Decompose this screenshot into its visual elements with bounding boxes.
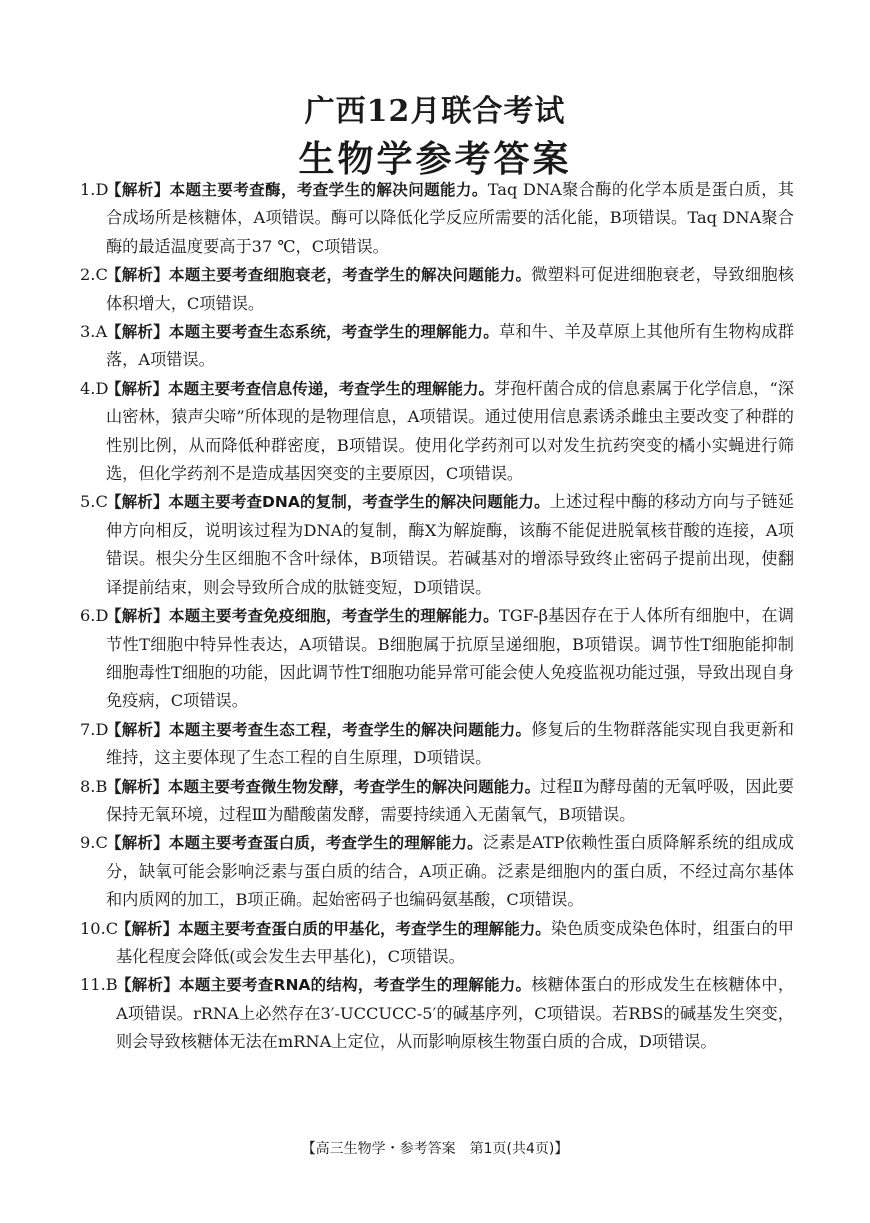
item-number: 10.C: [80, 918, 119, 938]
item-number: 11.B: [80, 975, 118, 995]
item-analysis-key: 【解析】本题主要考查细胞衰老，考查学生的解决问题能力。: [106, 266, 532, 285]
item-answer: C: [95, 492, 108, 512]
item-explanation: Taq DNA聚合酶的化学本质是蛋白质，其合成场所是核糖体，A项错误。酶可以降低化学反应所需要的活化能，B项错误。Taq DNA聚合酶的最适温度要高于37 ℃，C项错误。: [106, 180, 794, 256]
answer-item-9: [80, 829, 794, 914]
answer-list: [80, 176, 794, 1057]
item-number: 7.D: [80, 719, 109, 739]
item-answer: A: [95, 322, 108, 342]
item-explanation: 微塑料可促进细胞衰老，导致细胞核体积增大，C项错误。: [106, 265, 794, 313]
item-analysis-key: 【解析】本题主要考查微生物发酵，考查学生的解决问题能力。: [106, 777, 541, 796]
page-subtitle: 生物学参考答案: [298, 138, 572, 180]
item-number: 6.D: [80, 606, 109, 626]
item-analysis-key: 【解析】本题主要考查生态工程，考查学生的解决问题能力。: [106, 720, 532, 739]
item-answer: C: [105, 918, 119, 938]
item-analysis-key: 【解析】本题主要考查DNA的复制，考查学生的解决问题能力。: [106, 493, 550, 512]
answer-item-11: [80, 971, 794, 1056]
item-explanation: TGF-β基因存在于人体所有细胞中，在调节性T细胞中特异性表达，A项错误。B细胞属于抗原呈递细胞，B项错误。调节性T细胞能抑制细胞毒性T细胞的功能，因此调节性T细胞功能异常可能会使人免疫监视功能过强，导致出现自身免疫病，C项错误。: [106, 606, 794, 711]
item-number: 5.C: [80, 492, 108, 512]
item-answer: D: [95, 719, 109, 739]
item-number: 4.D: [80, 378, 109, 398]
answer-item-4: [80, 375, 794, 489]
item-answer: D: [95, 180, 109, 199]
item-number: 2.C: [80, 265, 108, 285]
item-answer: C: [95, 265, 108, 285]
item-explanation: 核糖体蛋白的形成发生在核糖体中，A项错误。rRNA上必然存在3′-UCCUCC-5′的碱基序列，C项错误。若RBS的碱基发生突变，则会导致核糖体无法在mRNA上定位，从而影响原核生物蛋白质的合成，D项错误。: [116, 975, 795, 1052]
answer-item-1: [80, 176, 794, 261]
item-analysis-key: 【解析】本题主要考查RNA的结构，考查学生的理解能力。: [116, 976, 532, 995]
item-number: 3.A: [80, 322, 108, 342]
item-explanation: 修复后的生物群落能实现自我更新和维持，这主要体现了生态工程的自生原理，D项错误。: [106, 719, 794, 768]
item-number: 9.C: [80, 833, 108, 853]
answer-item-2: [80, 261, 794, 318]
page-title: 广西12月联合考试: [304, 94, 566, 129]
item-analysis-key: 【解析】本题主要考查生态系统，考查学生的理解能力。: [106, 323, 499, 342]
answer-item-5: [80, 488, 794, 602]
item-number: 8.B: [80, 776, 108, 796]
item-analysis-key: 【解析】本题主要考查酶，考查学生的解决问题能力。: [106, 181, 488, 199]
item-analysis-key: 【解析】本题主要考查信息传递，考查学生的理解能力。: [106, 379, 494, 398]
answer-item-7: [80, 716, 794, 773]
answer-item-3: [80, 318, 794, 375]
item-analysis-key: 【解析】本题主要考查免疫细胞，考查学生的理解能力。: [106, 607, 499, 626]
item-answer: B: [105, 975, 118, 995]
page-footer: 【高三生物学・参考答案 第1页(共4页)】: [301, 1141, 569, 1157]
item-answer: D: [95, 606, 109, 626]
answer-item-8: [80, 773, 794, 830]
item-explanation: 芽孢杆菌合成的信息素属于化学信息，“深山密林，猿声尖啼”所体现的是物理信息，A项错误。通过使用信息素诱杀雌虫主要改变了种群的性别比例，从而降低种群密度，B项错误。使用化学药剂可以对发生抗药突变的橘小实蝇进行筛选，但化学药剂不是造成基因突变的主要原因，C项错误。: [106, 378, 794, 484]
item-analysis-key: 【解析】本题主要考查蛋白质，考查学生的理解能力。: [106, 834, 483, 853]
answer-item-10: [80, 915, 794, 972]
item-analysis-key: 【解析】本题主要考查蛋白质的甲基化，考查学生的理解能力。: [116, 919, 551, 938]
answer-item-6: [80, 602, 794, 716]
item-answer: C: [95, 833, 108, 853]
item-explanation: 过程Ⅱ为酵母菌的无氧呼吸，因此要保持无氧环境，过程Ⅲ为醋酸菌发酵，需要持续通入无菌氧气，B项错误。: [106, 776, 794, 824]
item-answer: D: [95, 378, 109, 398]
item-explanation: 上述过程中酶的移动方向与子链延伸方向相反，说明该过程为DNA的复制，酶X为解旋酶，该酶不能促进脱氧核苷酸的连接，A项错误。根尖分生区细胞不含叶绿体，B项错误。若碱基对的增添导致终止密码子提前出现，使翻译提前结束，则会导致所合成的肽链变短，D项错误。: [106, 492, 794, 597]
item-answer: B: [95, 776, 108, 796]
item-number: 1.D: [80, 180, 109, 199]
item-explanation: 染色质变成染色体时，组蛋白的甲基化程度会降低(或会发生去甲基化)，C项错误。: [116, 918, 794, 966]
item-explanation: 草和牛、羊及草原上其他所有生物构成群落，A项错误。: [106, 322, 794, 370]
item-explanation: 泛素是ATP依赖性蛋白质降解系统的组成成分，缺氧可能会影响泛素与蛋白质的结合，A项正确。泛素是细胞内的蛋白质，不经过高尔基体和内质网的加工，B项正确。起始密码子也编码氨基酸，C项错误。: [106, 833, 794, 910]
